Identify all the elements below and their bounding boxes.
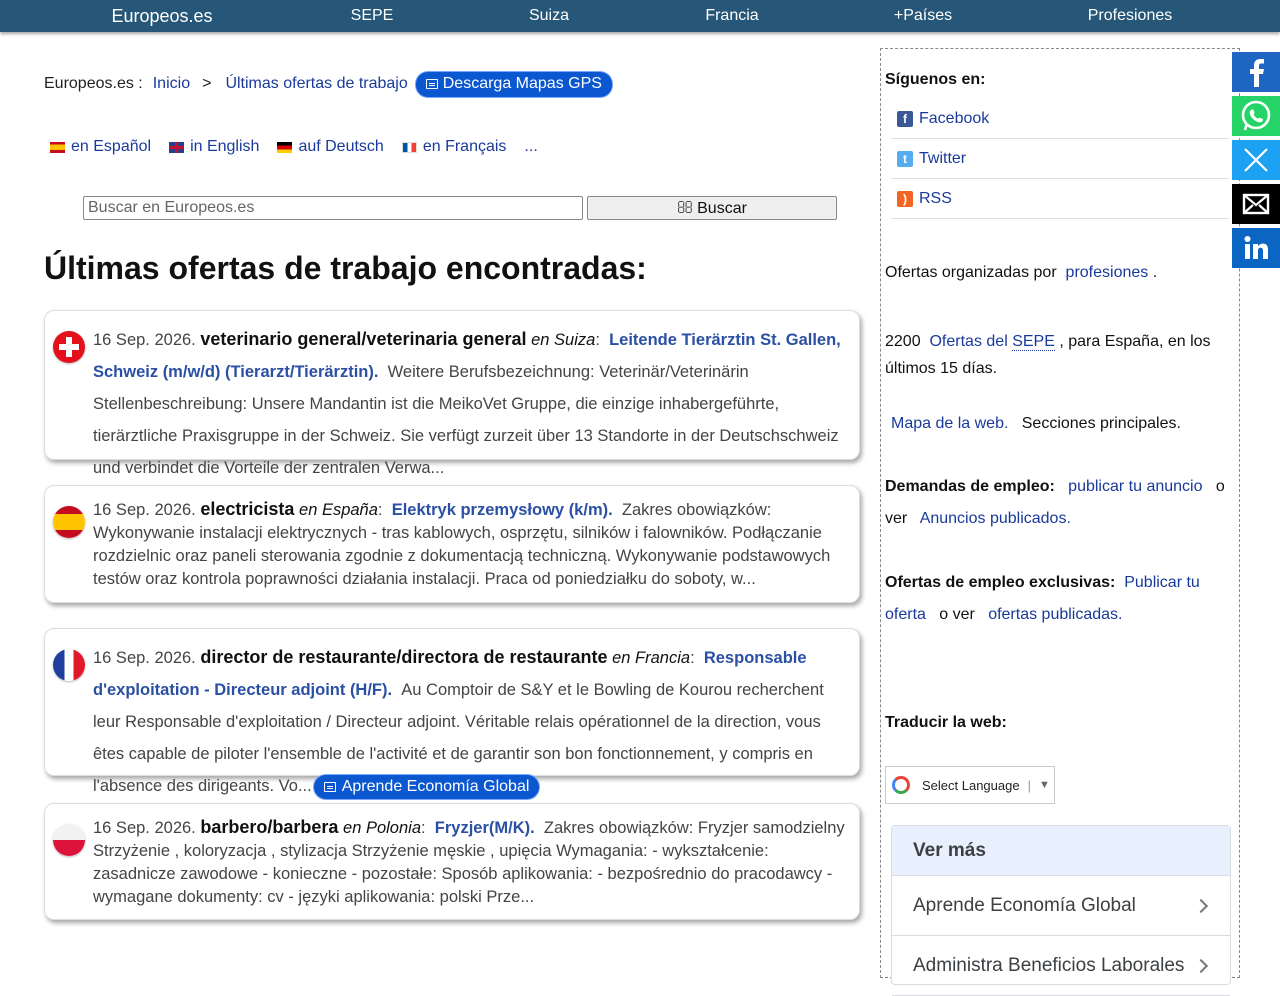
language-selector <box>50 138 556 156</box>
ver-mas-item[interactable] <box>892 936 1230 996</box>
sepe-offers-link[interactable] <box>929 333 1054 351</box>
publish-offer-link-2[interactable]: oferta <box>885 606 926 623</box>
aprende-economia-button[interactable] <box>314 775 540 799</box>
chevron-right-icon <box>1194 958 1208 972</box>
breadcrumb-separator: > <box>202 75 212 92</box>
uk-flag-icon <box>169 142 184 153</box>
sitemap-description: Secciones principales. <box>1021 415 1181 432</box>
france-flag-icon <box>402 142 417 153</box>
facebook-icon: f <box>897 111 913 127</box>
ver-mas-title: Ver más <box>892 826 1230 876</box>
gps-maps-button[interactable] <box>416 72 612 97</box>
organized-suffix: . <box>1152 264 1158 281</box>
share-whatsapp-button[interactable] <box>1232 96 1280 136</box>
sepe-suffix-2: últimos 15 días. <box>885 360 998 377</box>
mail-icon <box>1242 193 1270 215</box>
sepe-link-prefix: Ofertas del <box>929 333 1008 350</box>
lang-label: en Français <box>422 138 507 155</box>
job-country: en España <box>299 501 378 519</box>
job-title: director de restaurante/directora de restaurante <box>200 647 608 667</box>
job-description: Au Comptoir de S&Y et le Bowling de Kourou recherchent leur Responsable d'exploitation / Directeur adjoint. Véritable relais opérationnel de la direction, vous êtes capable de piloter l'ensemble de l'activité et de garantir son bon fonctionnement, y compris en l'absence des dirigeants. Vo... <box>93 681 824 795</box>
translate-select-label: Select Language <box>922 777 1020 793</box>
lang-more-link[interactable]: ... <box>524 138 538 155</box>
france-flag-icon <box>53 649 85 681</box>
job-offer-link[interactable]: Responsable d'exploitation - Directeur adjoint (H/F). <box>93 649 807 699</box>
nav-home-link[interactable]: Europeos.es <box>111 6 213 26</box>
breadcrumb <box>44 70 612 98</box>
gps-maps-label: Descarga Mapas GPS <box>442 75 602 92</box>
x-icon <box>1243 147 1269 173</box>
sitemap-link[interactable]: Mapa de la web. <box>891 415 1009 432</box>
follow-rss-link[interactable] <box>891 179 1229 219</box>
ver-mas-item[interactable] <box>892 876 1230 936</box>
chevron-right-icon <box>1194 898 1208 912</box>
job-offer-link[interactable]: Fryzjer(M/K). <box>434 819 535 837</box>
job-country: en Suiza <box>531 331 596 349</box>
breadcrumb-current-link[interactable]: Últimas ofertas de trabajo <box>225 75 408 92</box>
job-title: veterinario general/veterinaria general <box>200 329 527 349</box>
lang-label: in English <box>190 138 260 155</box>
job-date: 16 Sep. 2026. <box>93 649 196 667</box>
spain-flag-icon <box>53 506 85 538</box>
breadcrumb-home-link[interactable]: Inicio <box>152 75 191 92</box>
publish-ad-link[interactable]: publicar tu anuncio <box>1068 478 1203 495</box>
poland-flag-icon <box>53 824 85 856</box>
sidebar <box>880 48 1240 978</box>
lang-spanish-link[interactable] <box>50 138 151 156</box>
follow-label: Facebook <box>919 109 990 127</box>
sepe-text <box>885 328 1211 382</box>
lang-label: auf Deutsch <box>298 138 384 155</box>
search-button[interactable]: Buscar <box>587 196 837 220</box>
job-date: 16 Sep. 2026. <box>93 501 196 519</box>
job-title: barbero/barbera <box>200 817 339 837</box>
ver-mas-panel <box>891 825 1231 985</box>
job-country: en Francia <box>612 649 691 667</box>
published-offers-link[interactable]: ofertas publicadas. <box>988 606 1123 623</box>
profesiones-link[interactable]: profesiones <box>1065 264 1149 281</box>
follow-label: RSS <box>919 189 952 207</box>
publish-offer-link[interactable]: Publicar tu <box>1124 574 1200 591</box>
google-icon <box>892 776 910 794</box>
nav-sepe-link[interactable]: SEPE <box>350 7 394 24</box>
share-linkedin-button[interactable] <box>1232 228 1280 268</box>
sepe-abbr: SEPE <box>1012 333 1055 350</box>
facebook-icon <box>1243 57 1269 87</box>
rss-icon: ) <box>897 191 913 207</box>
demands-label: Demandas de empleo: <box>885 478 1055 495</box>
switzerland-flag-icon <box>53 331 85 363</box>
ver-mas-item-label: Administra Beneficios Laborales <box>913 954 1185 976</box>
aprende-economia-label: Aprende Economía Global <box>341 777 530 795</box>
germany-flag-icon <box>277 142 292 153</box>
follow-title: Síguenos en: <box>885 71 986 88</box>
language-translate-select[interactable] <box>885 766 1055 804</box>
follow-list <box>891 99 1229 219</box>
sitemap-text <box>891 415 1181 433</box>
lang-label: en Español <box>71 138 152 155</box>
job-description: Zakres obowiązków: Fryzjer samodzielny Strzyżenie , koloryzacja , stylizacja Strzyżenie męskie , upięcia Wymagania: - wykształcenie: zasadnicze zawodowe - konieczne - pozostałe: Sposób aplikowania: - bezpośrednio do pracodawcy - wymagane dokumenty: cv - języki aplikowania: polski Prze... <box>93 819 845 906</box>
exclusive-or: o ver <box>939 606 975 623</box>
job-offer-link[interactable]: Elektryk przemysłowy (k/m). <box>391 501 613 519</box>
job-description: Weitere Berufsbezeichnung: Veterinär/Veterinärin Stellenbeschreibung: Unsere Mandantin ist die MeikoVet Gruppe, die einzige inhabergeführte, tierärztliche Praxisgruppe in der Schweiz. Sie verfügt zurzeit über 13 Standorte in der Deutschschweiz und verbindet die Vorteile der zentralen Verwa... <box>93 363 839 477</box>
nav-profesiones-link[interactable]: Profesiones <box>1087 7 1173 24</box>
job-title: electricista <box>200 499 295 519</box>
dropdown-arrow-icon: ▼ <box>1038 779 1050 791</box>
breadcrumb-root: Europeos.es : <box>44 75 143 92</box>
published-ads-link[interactable]: Anuncios publicados. <box>919 510 1071 527</box>
lang-french-link[interactable] <box>402 138 507 156</box>
ver-mas-item-label: Aprende Economía Global <box>913 894 1136 916</box>
select-divider: | <box>1027 777 1031 793</box>
lang-english-link[interactable] <box>169 138 259 156</box>
share-x-button[interactable] <box>1232 140 1280 180</box>
share-facebook-button[interactable] <box>1232 52 1280 92</box>
job-card: 16 Sep. 2026. director de restaurante/directora de restaurante en Francia: Responsable d'exploitation - Directeur adjoint (H/F). Au Comptoir de S&Y et le Bowling de Kourou recherchent leur Responsable d'exploitation / Directeur adjoint. Véritable relais opérationnel de la direction, vous êtes capable de piloter l'ensemble de l'activité et de garantir son bon fonctionnement, y compris en l'absence des dirigeants. Vo... Aprende Economía Global <box>44 628 860 776</box>
page-title: Últimas ofertas de trabajo encontradas: <box>44 250 647 286</box>
job-date: 16 Sep. 2026. <box>93 331 196 349</box>
follow-facebook-link[interactable] <box>891 99 1229 139</box>
share-mail-button[interactable] <box>1232 184 1280 224</box>
follow-label: Twitter <box>919 149 967 167</box>
whatsapp-icon <box>1239 99 1273 133</box>
document-icon <box>426 79 438 89</box>
demands-text <box>885 471 1225 535</box>
nav-suiza-link[interactable]: Suiza <box>528 7 570 24</box>
translate-title: Traducir la web: <box>885 714 1007 731</box>
job-card: 16 Sep. 2026. veterinario general/veterinaria general en Suiza: Leitende Tierärztin St. Gallen, Schweiz (m/w/d) (Tierarzt/Tierärztin). Weitere Berufsbezeichnung: Veterinär/Veterinärin Stellenbeschreibung: Unsere Mandantin ist die MeikoVet Gruppe, die einzige inhabergeführte, tierärztliche Praxisgruppe in der Schweiz. Sie verfügt zurzeit über 13 Standorte in der Deutschschweiz und verbindet die Vorteile der zentralen Verwa... <box>44 310 860 460</box>
document-icon <box>324 782 336 792</box>
lang-german-link[interactable] <box>277 138 383 156</box>
job-country: en Polonia <box>343 819 421 837</box>
nav-mas-paises-link[interactable]: +Países <box>893 7 953 24</box>
twitter-icon: t <box>897 151 913 167</box>
top-navigation <box>0 0 1280 32</box>
job-date: 16 Sep. 2026. <box>93 819 196 837</box>
job-offer-link[interactable]: Leitende Tierärztin St. Gallen, Schweiz (m/w/d) (Tierarzt/Tierärztin). <box>93 331 841 381</box>
job-description: Zakres obowiązków: Wykonywanie instalacji elektrycznych - tras kablowych, osprzętu, silników i falowników. Podłączanie rozdzielnic oraz paneli sterowania zgodnie z dokumentacją techniczną. Wykonywanie podstawowych testów oraz kontrola poprawności działania instalacji. Praca od poniedziałku do soboty, w... <box>93 501 831 588</box>
spain-flag-icon <box>50 142 65 153</box>
follow-twitter-link[interactable] <box>891 139 1229 179</box>
organized-prefix: Ofertas organizadas por <box>885 264 1057 281</box>
demands-ver: ver <box>885 510 908 527</box>
search-input[interactable] <box>83 196 583 220</box>
job-card: 16 Sep. 2026. barbero/barbera en Polonia: Fryzjer(M/K). Zakres obowiązków: Fryzjer samodzielny Strzyżenie , koloryzacja , stylizacja Strzyżenie męskie , upięcia Wymagania: - wykształcenie: zasadnicze zawodowe - konieczne - pozostałe: Sposób aplikowania: - bezpośrednio do pracodawcy - wymagane dokumenty: cv - języki aplikowania: polski Prze... <box>44 803 860 920</box>
sepe-count: 2200 <box>885 333 921 350</box>
exclusive-text <box>885 567 1200 631</box>
job-card: 16 Sep. 2026. electricista en España: Elektryk przemysłowy (k/m). Zakres obowiązków: Wykonywanie instalacji elektrycznych - tras kablowych, osprzętu, silników i falowników. Podłączanie rozdzielnic oraz paneli sterowania zgodnie z dokumentacją techniczną. Wykonywanie podstawowych testów oraz kontrola poprawności działania instalacji. Praca od poniedziałku do soboty, w... <box>44 485 860 603</box>
organized-text <box>885 264 1157 282</box>
nav-francia-link[interactable]: Francia <box>705 7 759 24</box>
linkedin-icon <box>1242 234 1270 262</box>
demands-or: o <box>1215 478 1225 495</box>
exclusive-label: Ofertas de empleo exclusivas: <box>885 574 1116 591</box>
sepe-suffix: , para España, en los <box>1059 333 1211 350</box>
